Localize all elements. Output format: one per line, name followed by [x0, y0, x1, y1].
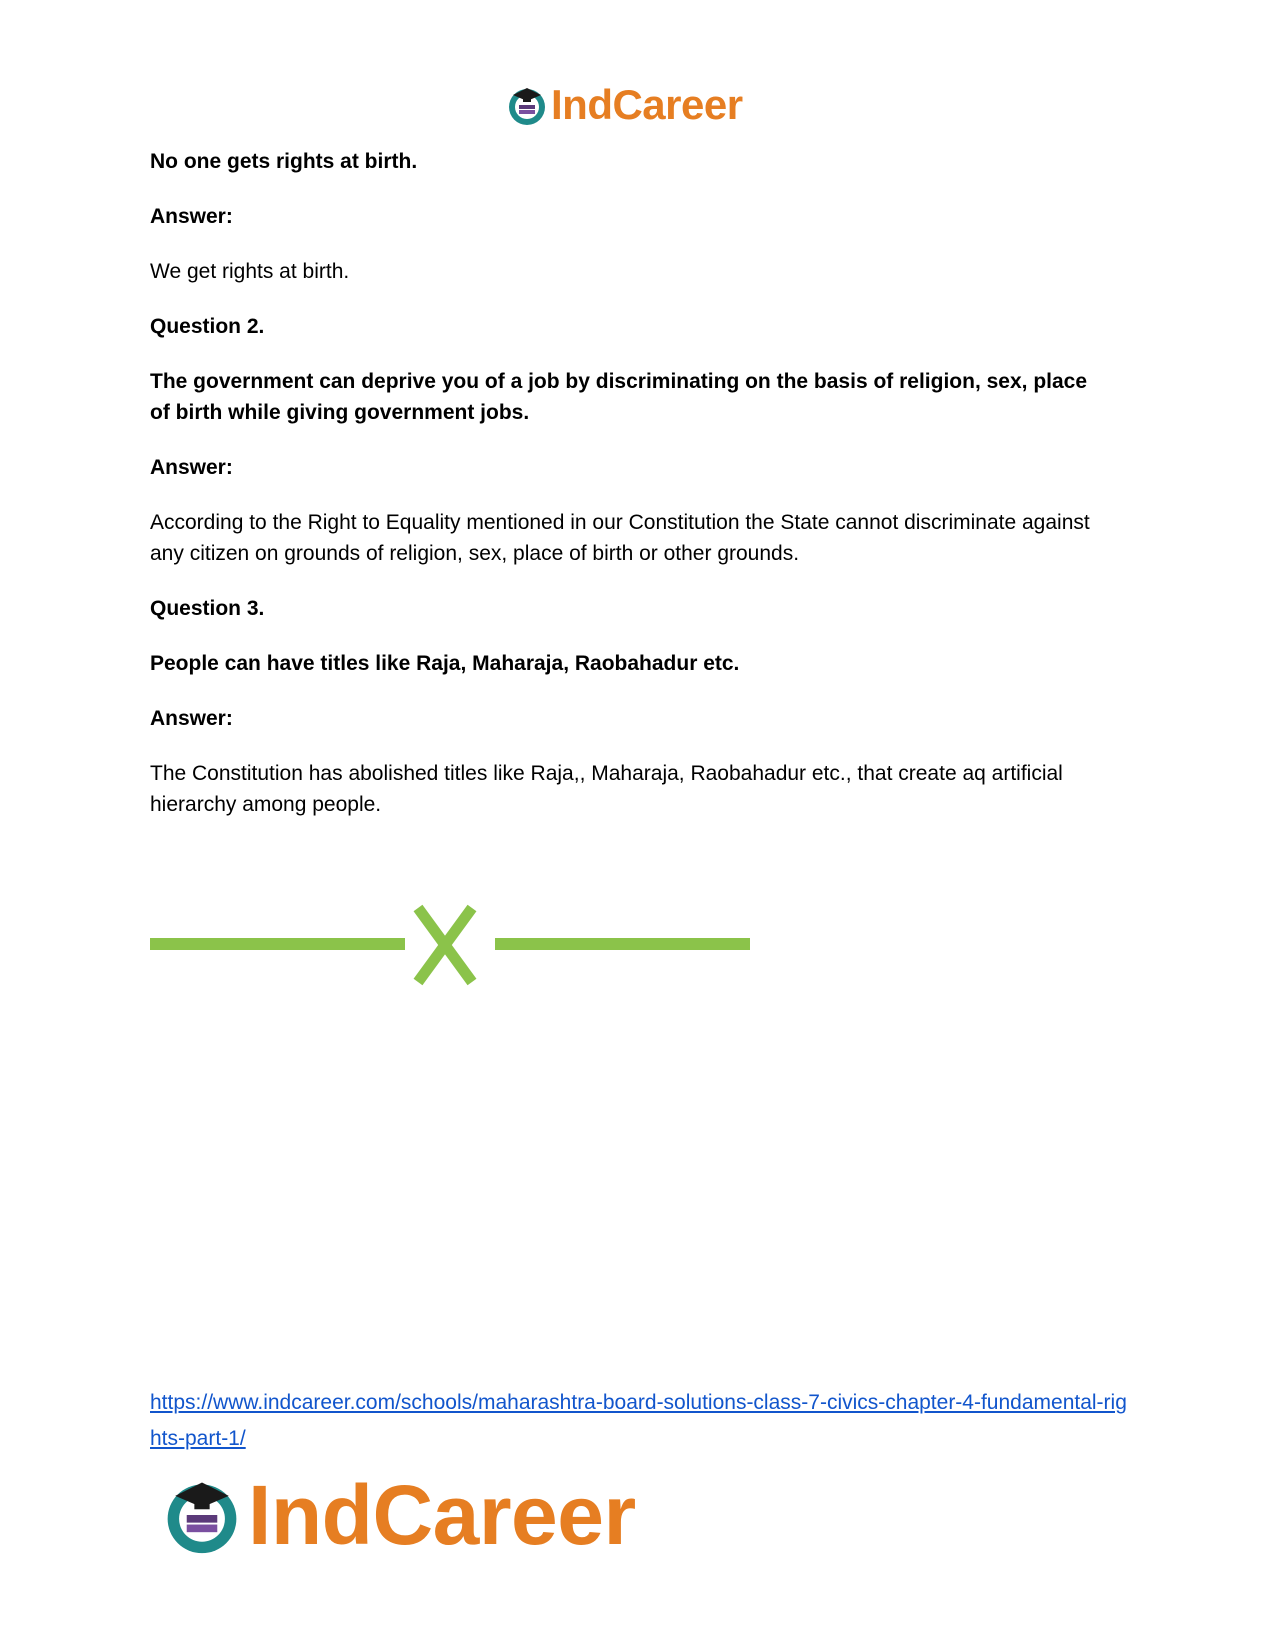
answer-3-label: Answer:: [150, 707, 233, 730]
graduation-globe-icon: [505, 83, 549, 127]
divider-right-line: [495, 938, 750, 950]
graduation-globe-icon: [160, 1473, 244, 1557]
footer-logo: [160, 1470, 636, 1560]
section-divider: [150, 900, 760, 990]
answer-2-label: Answer:: [150, 456, 233, 479]
source-link[interactable]: https://www.indcareer.com/schools/maharashtra-board-solutions-class-7-civics-chapter-4-fundamental-rights-part-1/: [150, 1391, 1127, 1450]
answer-2-text: According to the Right to Equality mentioned in our Constitution the State cannot discriminate against any citizen on grounds of religion, sex, place of birth or other grounds.: [150, 511, 1090, 565]
question-2-label: Question 2.: [150, 315, 265, 338]
answer-1-label: Answer:: [150, 205, 233, 228]
answer-1-text: We get rights at birth.: [150, 260, 350, 283]
logo-wordmark: IndCareer: [248, 1468, 636, 1562]
header-logo: [505, 80, 743, 130]
x-mark-icon: [418, 908, 472, 982]
question-3-text: People can have titles like Raja, Maharaja, Raobahadur etc.: [150, 652, 740, 675]
statement-1: No one gets rights at birth.: [150, 150, 418, 173]
question-2-text: The government can deprive you of a job by discriminating on the basis of religion, sex, place of birth while giving government jobs.: [150, 370, 1088, 424]
document-body: [150, 146, 1110, 844]
logo-wordmark: IndCareer: [551, 81, 743, 128]
question-3-label: Question 3.: [150, 597, 265, 620]
divider-left-line: [150, 938, 405, 950]
answer-3-text: The Constitution has abolished titles like Raja,, Maharaja, Raobahadur etc., that create aq artificial hierarchy among people.: [150, 762, 1063, 816]
